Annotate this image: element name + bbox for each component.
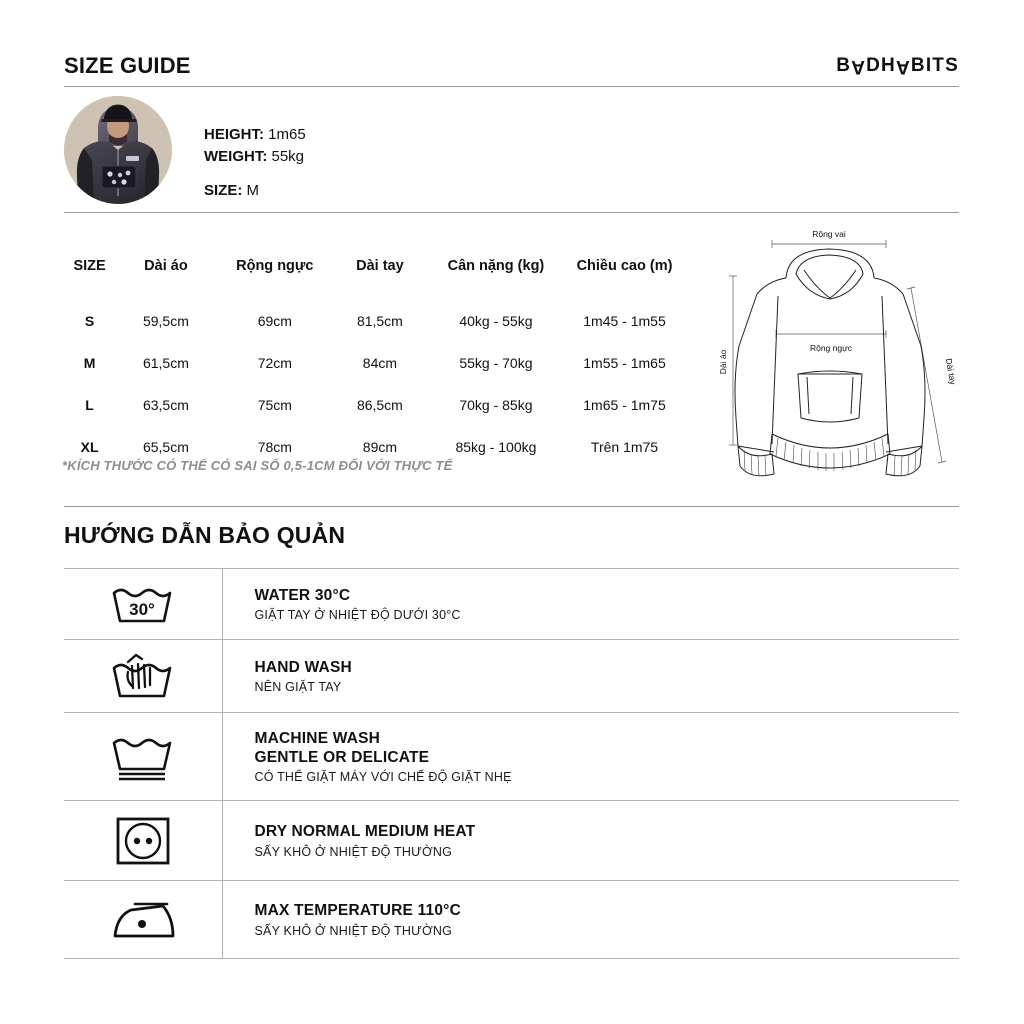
cell-chieu-cao: 1m55 - 1m65 [583,355,666,371]
diagram-label-chest: Rộng ngực [809,343,853,353]
diagram-label-sleeve: Dài tay [943,357,959,386]
diagram-label-length: Dài áo [718,349,728,375]
size-table-header-rong-nguc: Rộng ngực [236,258,314,274]
cell-rong-nguc: 78cm [257,439,292,455]
size-table-header-dai-tay: Dài tay [356,258,404,274]
wash-tub-30-icon [106,579,180,629]
avatar [64,96,172,204]
model-height-line [204,124,306,146]
size-table-header-row [64,258,684,300]
care-heading: MACHINE WASH [254,729,381,747]
cell-size: L [85,397,94,413]
care-row [64,801,959,881]
model-height-value: 1m65 [268,126,306,143]
care-heading: HAND WASH [254,658,352,676]
hand-wash-icon [106,650,180,702]
size-table-header-chieu-cao: Chiều cao (m) [576,258,673,274]
care-text-cell [222,801,959,881]
cell-rong-nguc: 69cm [257,313,292,329]
care-row [64,569,959,640]
care-row [64,881,959,959]
table-row [64,384,684,426]
care-heading: WATER 30°C [254,586,351,604]
cell-dai-ao: 61,5cm [142,355,189,371]
care-text-cell [222,569,959,640]
size-table-header-can-nang: Cân nặng (kg) [447,258,545,274]
model-weight-label: WEIGHT: [204,147,268,165]
care-row [64,640,959,713]
cell-chieu-cao: 1m45 - 1m55 [583,313,666,329]
hoodie-diagram-svg [700,222,976,490]
care-row [64,713,959,801]
care-icon-cell [64,713,222,801]
cell-can-nang: 70kg - 85kg [459,397,533,413]
hoodie-measurement-diagram [700,222,976,490]
size-table-header-size: SIZE [73,258,106,274]
care-icon-cell [64,801,222,881]
cell-dai-tay: 89cm [362,439,398,455]
care-subtext: SẤY KHÔ Ở NHIỆT ĐỘ THƯỜNG [254,844,453,859]
model-size-line [204,180,306,202]
cell-rong-nguc: 75cm [257,397,292,413]
cell-size: M [83,355,96,371]
care-subtext: CÓ THỂ GIẶT MÁY VỚI CHẾ ĐỘ GIẶT NHẸ [254,770,512,785]
cell-size: XL [80,439,99,455]
cell-chieu-cao: Trên 1m75 [590,439,659,455]
diagram-label-shoulder: Rộng vai [812,229,846,239]
brand-logo-part2: DH [866,55,896,76]
cell-dai-ao: 65,5cm [142,439,189,455]
model-size-value: M [246,181,260,199]
page-title: SIZE GUIDE [64,53,191,78]
care-instructions-table [64,568,959,959]
care-icon-cell [64,569,222,640]
page-header [64,48,959,84]
model-photo [64,96,172,204]
care-section-title: HƯỚNG DẪN BẢO QUẢN [64,522,346,548]
model-height-label: HEIGHT: [204,126,264,143]
care-heading: MAX TEMPERATURE 110°C [254,902,461,920]
size-table-footnote: *KÍCH THƯỚC CÓ THỂ CÓ SAI SỐ 0,5-1CM ĐỐI VỚI THỰC TẾ [62,458,453,473]
size-table-header-dai-ao: Dài áo [144,258,188,274]
care-heading: DRY NORMAL MEDIUM HEAT [254,823,476,841]
iron-low-temp-icon [105,896,181,944]
cell-size: S [84,313,95,329]
cell-can-nang: 55kg - 70kg [459,355,533,371]
machine-wash-delicate-icon [106,731,180,783]
cell-dai-tay: 81,5cm [356,313,403,329]
divider-under-model [64,212,959,213]
care-subtext: NÊN GIẶT TAY [254,680,342,695]
table-row [64,342,684,384]
brand-logo-part1: B [836,55,852,76]
care-icon-cell [64,640,222,713]
size-table [64,258,684,468]
model-specs [204,96,306,201]
care-subtext: SẤY KHÔ Ở NHIỆT ĐỘ THƯỜNG [254,923,453,938]
brand-logo-flipped-a-1: A [851,56,867,77]
model-weight-line [204,146,306,168]
brand-logo-part3: BITS [910,55,959,76]
brand-logo-flipped-a-2: A [895,56,911,77]
model-weight-value: 55kg [271,147,305,165]
cell-rong-nguc: 72cm [257,355,292,371]
tumble-dry-medium-icon [112,813,174,869]
cell-dai-ao: 59,5cm [142,313,189,329]
cell-dai-tay: 86,5cm [356,397,403,413]
care-subtext: GIẶT TAY Ở NHIỆT ĐỘ DƯỚI 30°C [254,608,461,623]
care-text-cell [222,640,959,713]
divider-under-header [64,86,959,87]
cell-chieu-cao: 1m65 - 1m75 [583,397,666,413]
cell-dai-tay: 84cm [362,355,398,371]
wash-tub-temp-text: 30° [128,600,155,619]
model-info-block [64,96,306,204]
care-text-cell [222,713,959,801]
care-icon-cell [64,881,222,959]
model-size-label: SIZE: [204,181,243,199]
divider-above-care-section [64,506,959,507]
cell-can-nang: 40kg - 55kg [459,313,533,329]
brand-logo [836,55,959,77]
care-text-cell [222,881,959,959]
cell-can-nang: 85kg - 100kg [455,439,537,455]
cell-dai-ao: 63,5cm [142,397,189,413]
care-heading-line2: GENTLE OR DELICATE [254,749,430,766]
table-row [64,300,684,342]
